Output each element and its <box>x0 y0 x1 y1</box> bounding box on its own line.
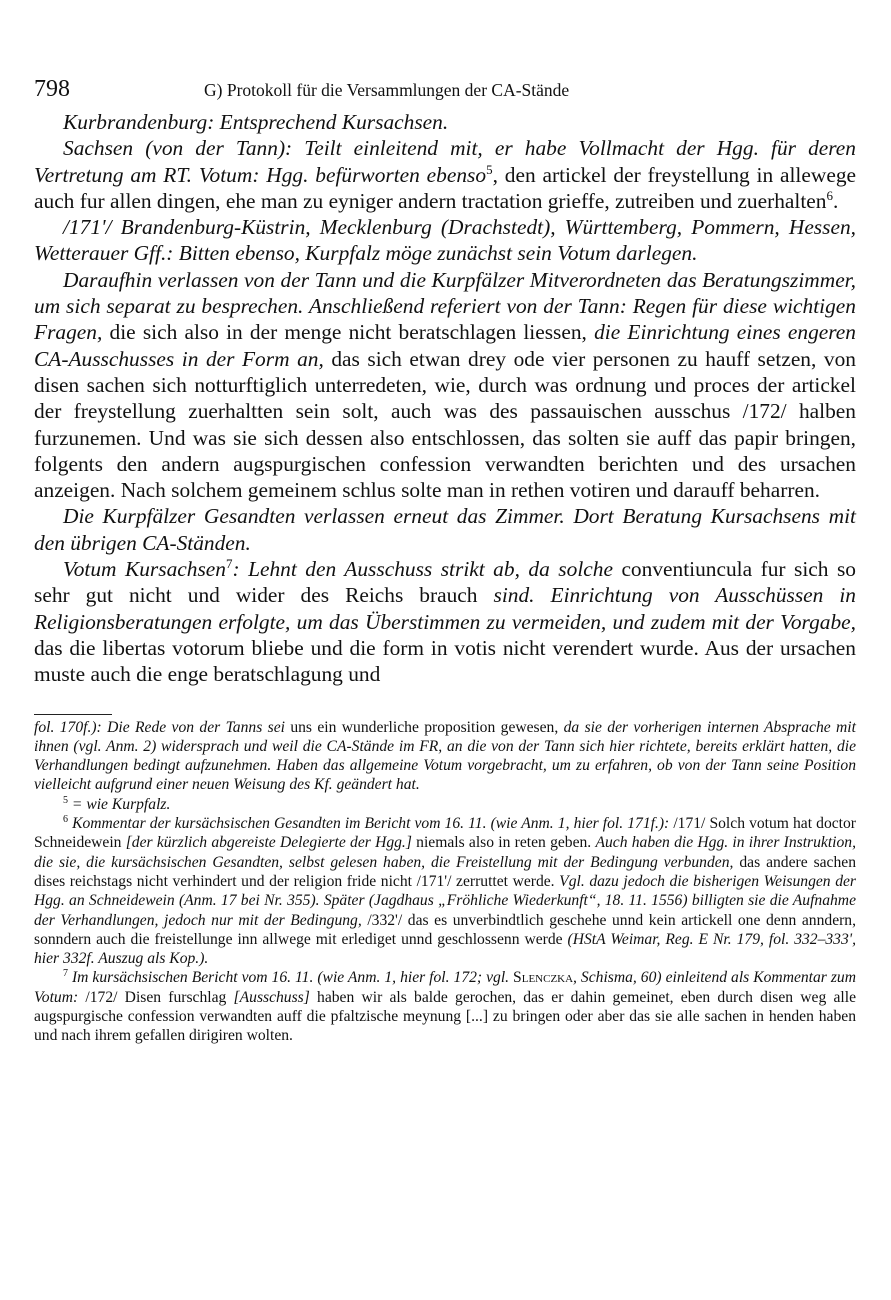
page-number: 798 <box>34 76 70 102</box>
text-run: fol. 170f.): Die Rede von der Tanns sei <box>34 718 285 736</box>
text-run: Sachsen (von der Tann): Teilt einleitend mit, er habe Vollmacht der Hgg. für deren Vertretung am RT. Votum: Hgg. befürworten ebenso <box>34 136 856 187</box>
text-run: Die Kurpfälzer Gesandten verlassen erneut das Zimmer. Dort Beratung Kursachsens mit den übrigen CA-Ständen. <box>34 504 856 555</box>
text-run: /171/ Solch votum hat doctor Schneidewein <box>34 815 856 852</box>
text-run: die Einrichtung eines engeren CA-Ausschusses in der Form an, <box>34 320 856 371</box>
text-run: Kommentar der kursächsischen Gesandten im Bericht vom 16. 11. (wie Anm. 1, hier fol. 171f.): <box>68 815 670 833</box>
paragraph-kurbrandenburg <box>34 109 856 135</box>
footnote-5 <box>34 795 856 814</box>
text-run: Im kursächsischen Bericht vom 16. 11. (wie Anm. 1, hier fol. 172; vgl. <box>68 969 514 987</box>
text-run: /332'/ das es unverbindtlich geschehe unnd kein artickell one denn anndern, sonndern auch die freistellunge inn allwege mit erlediget unnd geschlossenn werde <box>34 911 857 948</box>
footnote-divider <box>34 714 112 715</box>
text-run: , Schisma, 60) einleitend als Kommentar zum Votum: <box>34 969 856 1006</box>
text-run: Vgl. dazu jedoch die bisherigen Weisungen der Hgg. an Schneidewein (Anm. 17 bei Nr. 355). Später (Jagdhaus „Fröhliche Wiederkunft“, 18. 11. 1556) billigten sie die Aufnahme der Verhandlungen, jedoch nur mit der Bedingung, <box>34 872 856 929</box>
footnote-number: 6 <box>63 814 68 826</box>
paragraph-brandenburg-kuestrin <box>34 214 856 267</box>
text-run: sind. Einrichtung von Ausschüssen in Religionsberatungen erfolgte, um das Überstimmen zu vermeiden, und zudem mit der Vorgabe, <box>34 583 857 634</box>
text-run: (HStA Weimar, Reg. E Nr. 179, fol. 332–333', hier 332f. Auszug als Kop.). <box>34 930 857 968</box>
text-run: Daraufhin verlassen von der Tann und die Kurpfälzer Mitverordneten das Beratungszimmer, um sich separat zu besprechen. Anschließend referiert von der Tann: Regen für diese wichtigen Fragen, <box>34 267 856 345</box>
text-run: Kurbrandenburg: Entsprechend Kursachsen. <box>63 110 449 134</box>
text-run: uns ein wunderliche proposition gewesen, <box>284 718 564 736</box>
text-run: [der kürzlich abgereiste Delegierte der Hgg.] <box>125 834 412 852</box>
paragraph-kurpfaelzer-leave <box>34 503 856 556</box>
text-run: = wie Kurpfalz. <box>68 795 171 813</box>
paragraph-sachsen <box>34 135 856 214</box>
author-name: Slenczka <box>513 969 574 987</box>
paragraph-votum-kursachsen <box>34 556 856 687</box>
document-page <box>34 76 856 1046</box>
page-header <box>34 76 856 103</box>
main-text <box>34 109 856 688</box>
text-run: die sich also in der menge nicht beratschlagen liessen, <box>102 320 595 345</box>
footnote-7 <box>34 968 856 1045</box>
text-run: : Lehnt den Ausschuss strikt ab, da solche <box>232 557 613 582</box>
footnotes <box>34 718 856 1046</box>
running-title: G) Protokoll für die Versammlungen der CA-Stände <box>204 80 570 100</box>
text-run: niemals also in reten geben. <box>411 834 596 852</box>
footnote-number: 5 <box>63 794 68 806</box>
text-run: , den artickel der freystellung in allewege auch fur allen dingen, ehe man zu eyniger andern tractation grieffe, zutreiben und zuerhalten <box>34 162 857 213</box>
text-run: Votum Kursachsen <box>63 557 226 582</box>
paragraph-von-der-tann-report <box>34 267 856 504</box>
text-run: haben wir als balde gerochen, das er dahin gemeinet, eben durch disen weg alle augspurgische confession verwandten auff die pfaltzische meynung [...] zu bringen oder aber das sie alle sachen in henden haben und nach ihrem gefallen dirigiren wolten. <box>34 988 856 1045</box>
footnote-continued <box>34 718 856 795</box>
footnote-ref-6[interactable]: 6 <box>826 187 833 203</box>
text-run: [Ausschuss] <box>233 988 310 1006</box>
text-run: das die libertas votorum bliebe und die form in votis nicht verendert wurde. Aus der ursachen muste auch die enge beratschlagung und <box>34 635 856 687</box>
text-run: /171'/ Brandenburg-Küstrin, Mecklenburg (Drachstedt), Württemberg, Pommern, Hessen, Wetterauer Gff.: Bitten ebenso, Kurpfalz möge zunächst sein Votum darlegen. <box>34 215 856 266</box>
footnote-ref-5[interactable]: 5 <box>486 161 493 177</box>
text-run: da sie der vorherigen internen Absprache mit ihnen (vgl. Anm. 2) widersprach und weil die CA-Stände im FR, an die von der Tann sich hier richtete, bereits erklärt hatten, die Verhandlungen bedingt aufzunehmen. Haben das allgemeine Votum vorgebracht, um zu erfahren, ob von der Tann seine Position vielleicht aufgrund einer neuen Weisung des Kf. geändert hat. <box>34 718 856 794</box>
text-run: das andere sachen dises reichstags nicht verhindert und der religion fride nicht /171'/ zerruttet werde. <box>34 853 856 890</box>
text-run: das sich etwan drey ode vier personen zu hauff setzen, von disen sachen sich notturftiglich unterredeten, wie, durch was ordnung und proces der artickel der freystellung zuerhaltten sein solt, auch was des passauischen ausschus /172/ halben furzunemen. Und was sie sich dessen also entschlossen, das solten sie auff das papir bringen, folgents den andern augspurgischen confession verwandten berichten und des ursachen anzeigen. Nach solchem gemeinem schlus solte man in rethen votiren und darauff beharren. <box>34 346 856 503</box>
text-run: . <box>832 188 839 213</box>
text-run: conventiuncula fur sich so sehr gut nicht und wider des Reichs brauch <box>34 557 856 608</box>
footnote-ref-7[interactable]: 7 <box>225 556 233 572</box>
footnote-6 <box>34 814 856 968</box>
footnote-number: 7 <box>63 968 68 980</box>
text-run: /172/ Disen furschlag <box>78 988 234 1006</box>
text-run: Auch haben die Hgg. in ihrer Instruktion, die sie, die kursächsischen Gesandten, selbst gelesen haben, die Freistellung mit der Bedingung verbunden, <box>34 834 856 871</box>
